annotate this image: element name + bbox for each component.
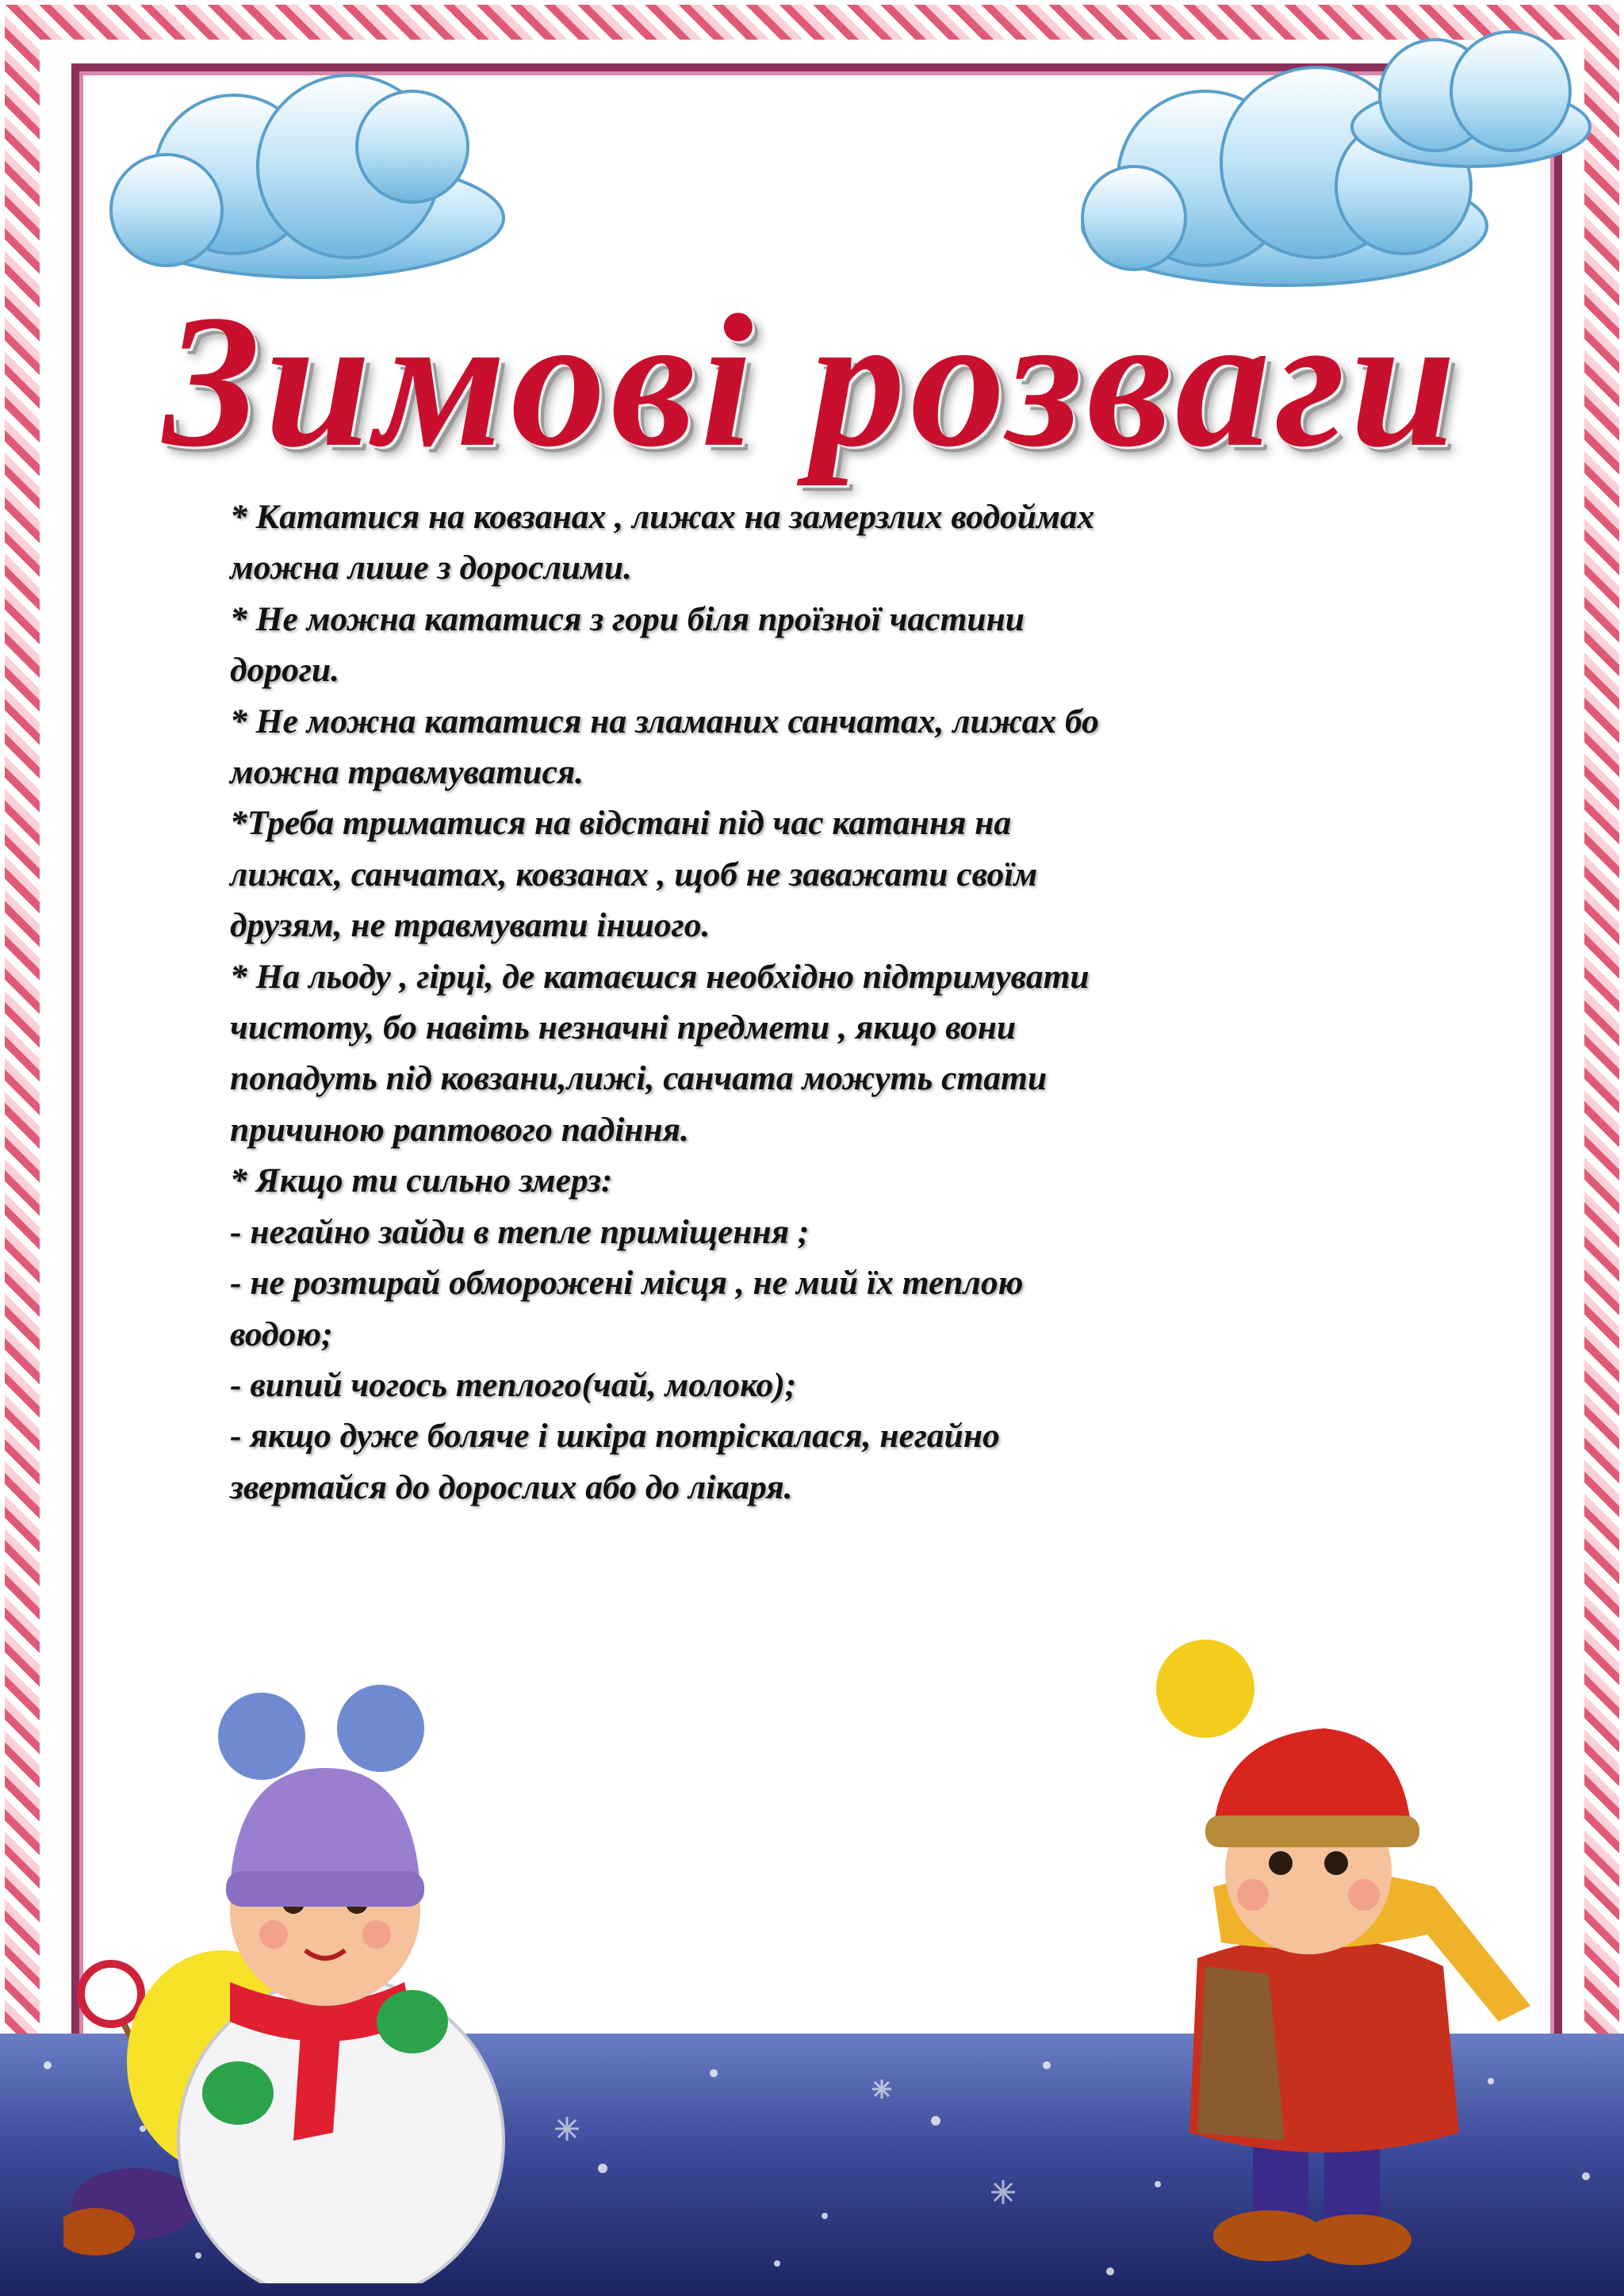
text-line: можна травмуватися. [230, 753, 584, 792]
cloud-left-icon [71, 55, 515, 293]
text-line: - випий чогось теплого(чай, молоко); [230, 1365, 797, 1404]
text-line: лижах, санчатах, ковзанах , щоб не заважати своїм [230, 855, 1038, 894]
text-line: водою; [230, 1314, 333, 1353]
text-line: друзям, не травмувати іншого. [230, 906, 710, 945]
text-line: * Не можна кататися на зламаних санчатах, лижах бо [230, 702, 1099, 740]
rules-text [230, 492, 1245, 1513]
text-line: - негайно зайди в тепле приміщення ; [230, 1212, 810, 1251]
text-line: звертайся до дорослих або до лікаря. [230, 1468, 793, 1506]
text-line: *Треба триматися на відстані під час катання на [230, 804, 1012, 843]
text-line: * Якщо ти сильно змерз: [230, 1161, 613, 1200]
text-line: можна лише з дорослими. [230, 549, 632, 587]
child-with-snowball-icon [63, 1649, 555, 2283]
page-title: Зимові розваги [163, 275, 1461, 486]
text-line: причиною раптового падіння. [230, 1110, 689, 1149]
text-line: дороги. [230, 651, 339, 690]
child-in-scarf-icon [1086, 1625, 1578, 2275]
text-line: - не розтирай обморожені місця , не мий їх теплою [230, 1264, 1024, 1303]
cloud-small-icon [1332, 16, 1602, 174]
text-line: * Кататися на ковзанах , лижах на замерзлих водоймах [230, 498, 1095, 536]
text-line: * На льоду , гірці, де катаєшся необхідно підтримувати [230, 957, 1090, 996]
text-line: чистоту, бо навіть незначні предмети , якщо вони [230, 1008, 1017, 1047]
text-line: - якщо дуже боляче і шкіра потріскалася, негайно [230, 1417, 1000, 1456]
text-line: попадуть під ковзани,лижі, санчата можуть стати [230, 1059, 1048, 1098]
text-line: * Не можна кататися з гори біля проїзної частини [230, 599, 1025, 638]
